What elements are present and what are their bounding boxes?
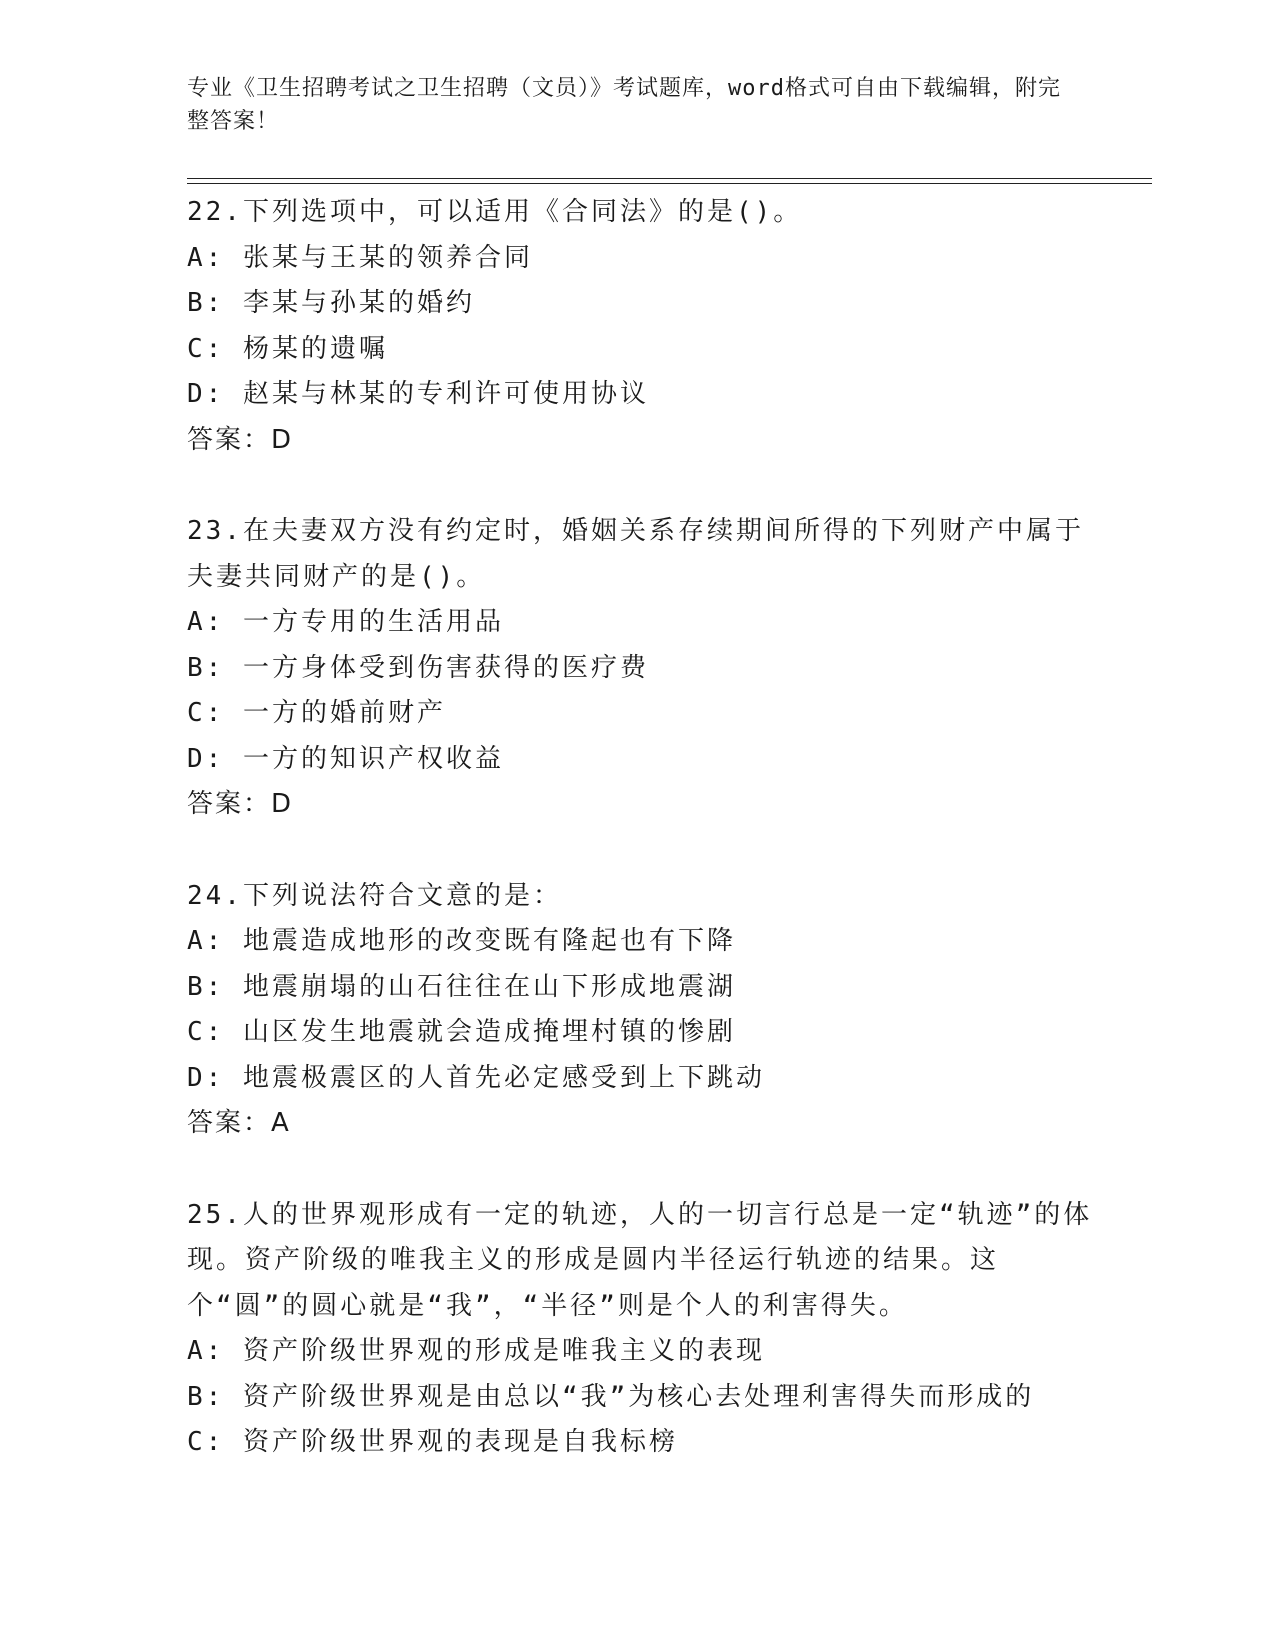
question-24 bbox=[187, 874, 1107, 1147]
question-25 bbox=[187, 1193, 1107, 1466]
question-list bbox=[187, 190, 1107, 1512]
header-divider-top bbox=[187, 178, 1152, 179]
option-d: D: 赵某与林某的专利许可使用协议 bbox=[187, 379, 649, 409]
document-header bbox=[187, 72, 1067, 138]
answer-label: 答案： bbox=[187, 789, 272, 819]
question-stem: 23.在夫妻双方没有约定时，婚姻关系存续期间所得的下列财产中属于夫妻共同财产的是()。 bbox=[187, 516, 1084, 592]
header-divider-bottom bbox=[187, 183, 1152, 184]
option-b: B: 李某与孙某的婚约 bbox=[187, 288, 475, 318]
option-c: C: 一方的婚前财产 bbox=[187, 698, 446, 728]
option-a: A: 资产阶级世界观的形成是唯我主义的表现 bbox=[187, 1336, 765, 1366]
option-b: B: 一方身体受到伤害获得的医疗费 bbox=[187, 652, 649, 683]
option-c: C: 杨某的遗嘱 bbox=[187, 333, 388, 364]
option-a: A: 张某与王某的领养合同 bbox=[187, 242, 533, 273]
question-22 bbox=[187, 190, 1107, 463]
question-stem: 24.下列说法符合文意的是： bbox=[187, 880, 562, 911]
answer-label: 答案： bbox=[187, 424, 272, 455]
answer-label: 答案： bbox=[187, 1108, 272, 1138]
question-stem: 25.人的世界观形成有一定的轨迹，人的一切言行总是一定“轨迹”的体现。资产阶级的唯我主义的形成是圆内半径运行轨迹的结果。这个“圆”的圆心就是“我”，“半径”则是个人的利害得失。 bbox=[187, 1199, 1093, 1321]
option-c: C: 资产阶级世界观的表现是自我标榜 bbox=[187, 1427, 678, 1457]
answer-value: D bbox=[271, 424, 294, 455]
answer-line bbox=[187, 782, 1107, 828]
option-a: A: 一方专用的生活用品 bbox=[187, 607, 504, 637]
answer-value: A bbox=[271, 1108, 291, 1138]
option-d: D: 地震极震区的人首先必定感受到上下跳动 bbox=[187, 1062, 765, 1093]
option-d: D: 一方的知识产权收益 bbox=[187, 743, 504, 774]
answer-line bbox=[187, 418, 1107, 464]
question-23 bbox=[187, 509, 1107, 828]
option-a: A: 地震造成地形的改变既有隆起也有下降 bbox=[187, 926, 736, 956]
answer-value: D bbox=[271, 789, 294, 819]
option-b: B: 地震崩塌的山石往往在山下形成地震湖 bbox=[187, 971, 736, 1002]
header-text: 专业《卫生招聘考试之卫生招聘（文员）》考试题库，word格式可自由下载编辑，附完整答案！ bbox=[187, 76, 1061, 134]
option-b: B: 资产阶级世界观是由总以“我”为核心去处理利害得失而形成的 bbox=[187, 1381, 1035, 1412]
option-c: C: 山区发生地震就会造成掩埋村镇的惨剧 bbox=[187, 1017, 736, 1047]
answer-line bbox=[187, 1101, 1107, 1147]
question-stem: 22.下列选项中，可以适用《合同法》的是()。 bbox=[187, 197, 803, 227]
